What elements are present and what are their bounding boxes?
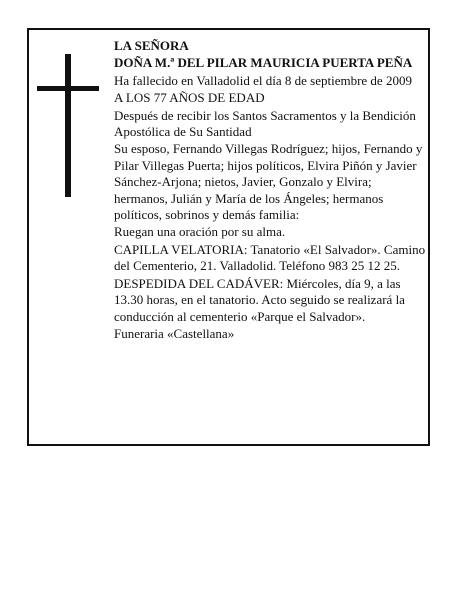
age-at-death: A LOS 77 AÑOS DE EDAD (114, 90, 265, 106)
notice-title-line1: LA SEÑORA (114, 38, 189, 53)
obituary-text-block (114, 38, 426, 343)
death-info: Ha fallecido en Valladolid el día 8 de septiembre de 2009 (114, 72, 412, 88)
funeral-home: Funeraria «Castellana» (114, 325, 235, 341)
latin-cross-icon (37, 54, 99, 197)
sacraments-text: Después de recibir los Santos Sacramentos y la Bendición Apostólica de Su Santidad (114, 107, 416, 140)
family-list: Su esposo, Fernando Villegas Rodríguez; hijos, Fernando y Pilar Villegas Puerta; hijos políticos, Elvira Piñón y Javier Sánchez-Arjona; nietos, Javier, Gonzalo y Elvira; hermanos, Julián y María de los Ángeles; hermanos políticos, sobrinos y demás familia: (114, 141, 423, 223)
chapel-info: CAPILLA VELATORIA: Tanatorio «El Salvador». Camino del Cementerio, 21. Valladolid. Teléfono 983 25 12 25. (114, 241, 426, 274)
farewell-info: DESPEDIDA DEL CADÁVER: Miércoles, día 9, a las 13.30 horas, en el tanatorio. Acto seguido se realizará la conducción al cementerio «Parque el Salvador». (114, 275, 405, 324)
deceased-name: DOÑA M.ª DEL PILAR MAURICIA PUERTA PEÑA (114, 55, 413, 71)
prayer-request: Ruegan una oración por su alma. (114, 224, 286, 240)
